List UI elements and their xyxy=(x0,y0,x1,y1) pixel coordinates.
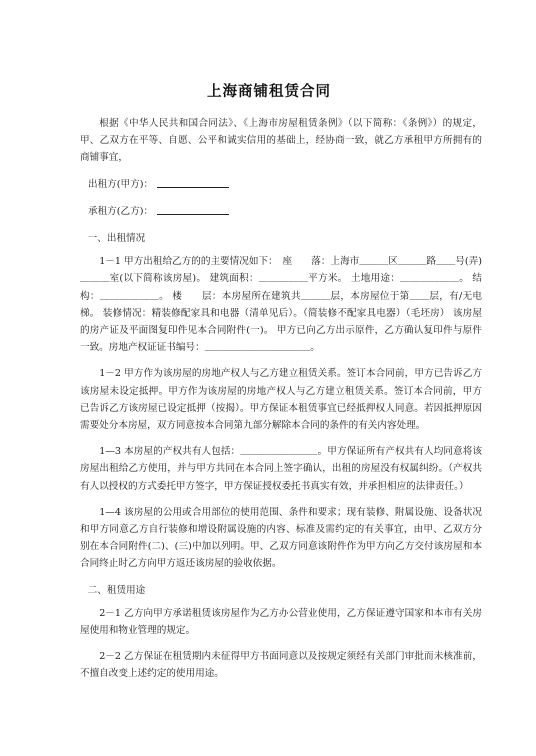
clause-2-2: 2－2 乙方保证在租赁期内未征得甲方书面同意以及按规定须经有关部门审批而未核准前，不擅自改变上述约定的使用用途。 xyxy=(80,651,482,680)
clause-1-2: 1－2 甲方作为该房屋的房地产权人与乙方建立租赁关系。签订本合同前，甲方已告诉乙方该房屋未设定抵押。甲方作为该房屋的房地产权人与乙方建立租赁关系。签订本合同前，甲方已告诉乙方该房屋已设定抵押（按揭）。甲方保证本租赁事宜已经抵押权人同意。若因抵押原因需要处分本房屋，双方同意按本合同第九部分解除本合同的条件的有关内容处理。 xyxy=(80,368,482,432)
lessee-blank xyxy=(157,204,229,215)
clause-1-3: 1—3 本房屋的产权共有人包括：＿＿＿＿＿＿＿＿。甲方保证所有产权共有人均同意将该房屋出租给乙方使用，并与甲方共同在本合同上签字确认，出租的房屋没有权属纠纷。（产权共有人以授权的方式委托甲方签字，甲方保证授权委托书真实有效，并承担相应的法律责任。） xyxy=(80,446,482,492)
clause-2-1: 2－1 乙方向甲方承诺租赁该房屋作为乙方办公营业使用，乙方保证遵守国家和本市有关房屋使用和物业管理的规定。 xyxy=(80,607,482,637)
intro-paragraph: 根据《中华人民共和国合同法》、《上海市房屋租赁条例》（以下简称：《条例》）的规定，甲、乙双方在平等、自愿、公平和诚实信用的基础上，经协商一致，就乙方承租甲方所拥有的商铺事宜， xyxy=(80,118,482,164)
clause-1-1: 1－1 甲方出租给乙方的的主要情况如下： 座 落：上海市＿＿＿区＿＿＿路＿＿号(弄)＿＿＿室(以下简称该房屋)。 建筑面积：＿＿＿＿＿平方米。 土地用途：＿＿＿＿＿＿。 结 构：＿＿＿＿＿＿。 楼 层：本房屋所在建筑共＿＿＿层，本房屋位于第＿＿层，有/无电梯。 装修情况：精装修配家具和电器（清单见后）。（简装修不配家具电器）（毛坯房） 该房屋的房产证及平面图复印件见本合同附件(一)。 甲方已向乙方出示原件，乙方确认复印件与原件一致。房地产权证证书编号：＿＿＿＿＿＿＿＿＿＿＿。 xyxy=(80,256,502,354)
document-title: 上海商铺租赁合同 xyxy=(207,84,331,100)
lessor-line xyxy=(88,176,482,193)
lessor-label: 出租方(甲方)： xyxy=(88,178,154,190)
lessor-blank xyxy=(157,177,229,188)
lessee-line xyxy=(88,203,482,220)
section-heading-1: 一、出租情况 xyxy=(87,233,146,245)
clause-1-4: 1—4 该房屋的公用或合用部位的使用范围、条件和要求；现有装修、附属设施、设备状况和甲方同意乙方自行装修和增设附属设施的内容、标准及需约定的有关事宜，由甲、乙双方分别在本合同附件(二)、(三)中加以列明。甲、乙双方同意该附件作为甲方向乙方交付该房屋和本合同终止时乙方向甲方返还该房屋的验收依据。 xyxy=(80,506,482,570)
lessee-label: 承租方(乙方)： xyxy=(88,205,154,217)
section-heading-2: 二、租赁用途 xyxy=(87,584,146,596)
